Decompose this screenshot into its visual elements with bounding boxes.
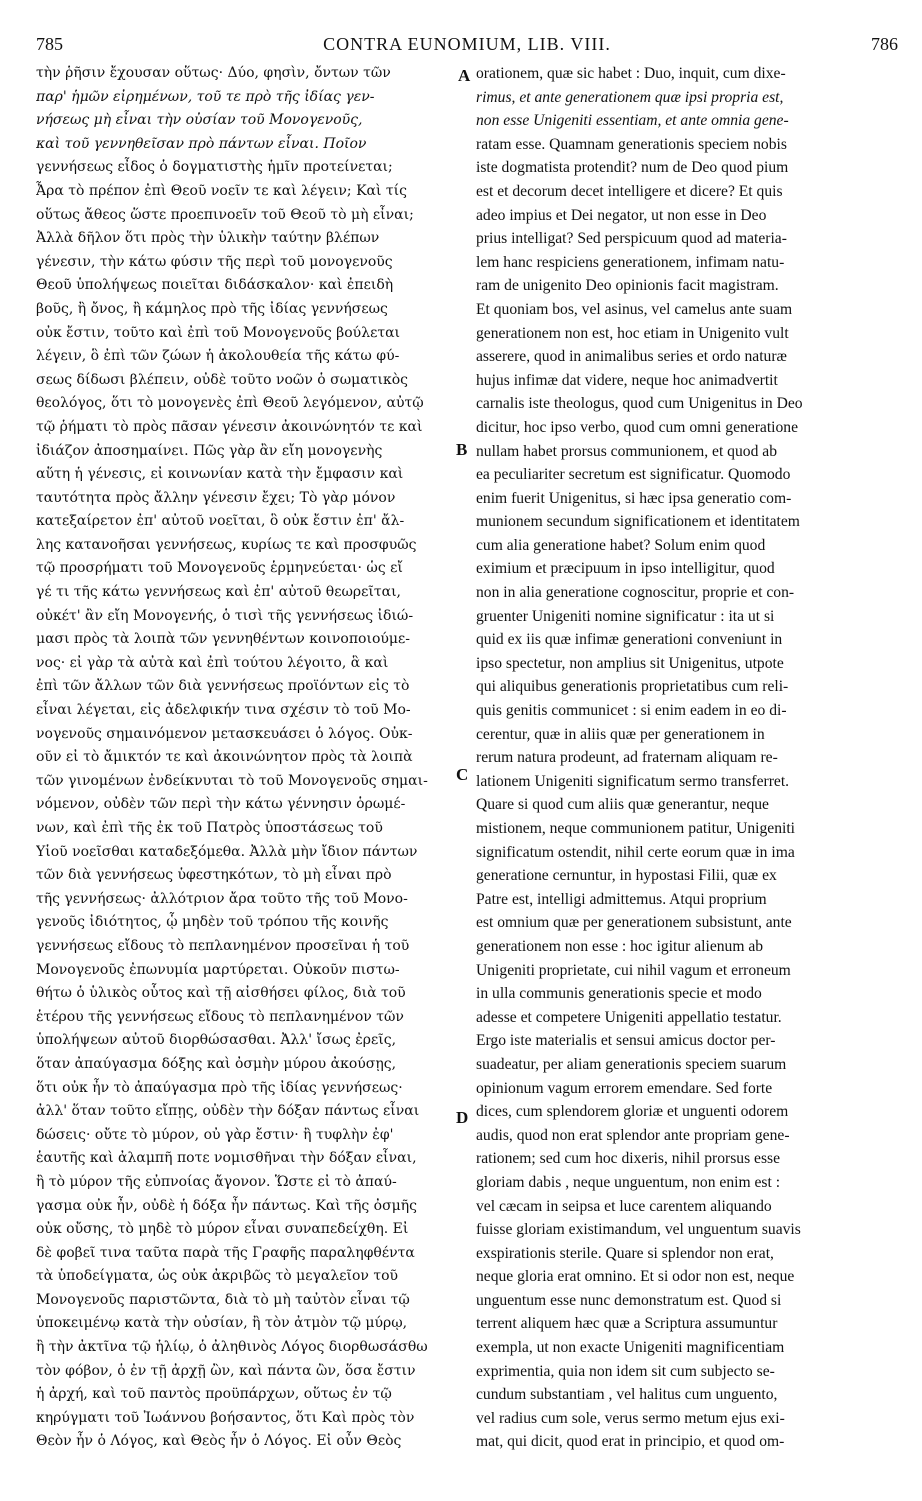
text-line: prius intelligat? Sed perspicuum quod ad materia- [476, 230, 787, 248]
text-line: ὑποκειμένῳ κατὰ τὴν οὐσίαν, ἢ τὸν ἀτμὸν τῷ μύρῳ, [36, 1315, 408, 1332]
text-line: quid ex iis quæ infimæ generationi conveniunt in [476, 631, 783, 649]
text-line: ὑπολήψεων αὐτοῦ διορθώσασθαι. Ἀλλ' ἴσως ἐρεῖς, [36, 1032, 397, 1049]
text-line: exspirationis sterile. Quare si splendor non erat, [476, 1244, 774, 1262]
greek-text-column [36, 62, 459, 1454]
text-line: Quare si quod cum aliis quæ generantur, neque [476, 796, 769, 814]
section-marker-b: B [456, 440, 468, 459]
text-line: fuisse gloriam existimandum, vel unguentum suavis [476, 1221, 801, 1239]
text-line: ram de unigenito Deo opinionis facit magistram. [476, 277, 779, 295]
text-line: lationem Unigeniti significatum sermo transferret. [476, 772, 790, 790]
text-line: εἶναι λέγεται, εἰς ἀδελφικήν τινα σχέσιν τὸ τοῦ Μο- [36, 702, 411, 719]
text-line: vel radius cum sole, verus sermo metum ejus exi- [476, 1409, 785, 1427]
text-line: θήτω ὁ ὑλικὸς οὗτος καὶ τῇ αἰσθήσει φίλος, διὰ τοῦ [36, 985, 406, 1002]
text-line: qui aliquibus generationis proprietatibus cum reli- [476, 678, 789, 696]
text-line: Patre est, intelligi admittemus. Atqui proprium [476, 890, 767, 908]
text-line: orationem, quæ sic habet : Duo, inquit, cum dixe- [476, 65, 786, 82]
text-line: βοῦς, ἢ ὄνος, ἢ κάμηλος πρὸ τῆς ἰδίας γεννήσεως [36, 300, 388, 317]
text-line: ἡ ἀρχή, καὶ τοῦ παντὸς προϋπάρχων, οὕτως ἐν τῷ [36, 1386, 392, 1403]
text-line: est et decorum decet intelligere et dicere? Et quis [476, 182, 783, 200]
text-line: Unigeniti proprietate, cui nihil vagum et erroneum [476, 961, 791, 979]
text-line: neque gloria erat omnino. Et si odor non est, neque [476, 1268, 795, 1286]
text-line: ἰδιάζον ἀποσημαίνει. Πῶς γὰρ ἂν εἴη μονογενὴς [36, 442, 383, 459]
page-number-left: 785 [36, 34, 63, 54]
text-line: mistionem, neque communionem patitur, Unigeniti [476, 820, 795, 837]
text-line: οὐκέτ' ἂν εἴη Μονογενής, ὁ τισὶ τῆς γεννήσεως ἰδιώ- [36, 607, 414, 624]
text-line: nullam habet prorsus communionem, et quod ab [476, 442, 777, 460]
text-line: hujus infimæ dat videre, neque hoc animadvertit [476, 371, 778, 389]
text-line: ἐπὶ τῶν ἄλλων τῶν διὰ γεννήσεως προϊόντων εἰς τὸ [36, 678, 410, 695]
text-line: non esse Unigeniti essentiam, et ante omnia gene- [476, 112, 789, 130]
text-line: τῆς γεννήσεως· ἀλλότριον ἄρα τοῦτο τῆς τοῦ Μονο- [36, 890, 408, 907]
text-line: θεολόγος, ὅτι τὸ μονογενὲς ἐπὶ Θεοῦ λεγόμενον, αὐτῷ [36, 395, 424, 412]
text-line: κηρύγματι τοῦ Ἰωάννου βοήσαντος, ὅτι Καὶ πρὸς τὸν [36, 1409, 415, 1426]
text-line: audis, quod non erat splendor ante propriam gene- [476, 1126, 790, 1144]
section-marker-a: A [458, 66, 471, 85]
text-line: cum alia generatione habet? Solum enim quod [476, 536, 766, 554]
text-line: γασμα οὐκ ἦν, οὐδὲ ἡ δόξα ἦν πάντως. Καὶ τῆς ὀσμῆς [36, 1197, 417, 1214]
text-line: carnalis iste theologus, quod cum Unigenitus in Deo [476, 395, 803, 413]
text-line: iste dogmatista protendit? num de Deo quod pium [476, 159, 789, 177]
text-line: dices, cum splendorem gloriæ et unguenti odorem [476, 1103, 789, 1121]
text-line: exempla, ut non exacte Unigeniti magnificentiam [476, 1339, 785, 1357]
text-line: cundum substantiam , vel halitus cum unguento, [476, 1386, 778, 1404]
text-line: gloriam dabis , neque unguentum, non enim est : [476, 1173, 781, 1191]
text-line: νος· εἰ γὰρ τὰ αὐτὰ καὶ ἐπὶ τούτου λέγοιτο, ἃ καὶ [36, 654, 389, 671]
text-line: non in alia generatione cognoscitur, proprie et con- [476, 584, 795, 602]
text-line: rerum natura prodeunt, ad fraternam aliquam re- [476, 749, 778, 767]
text-line: generatione cernuntur, in hypostasi Filii, quæ ex [476, 867, 777, 885]
text-line: ea peculiariter secretum est significatur. Quomodo [476, 466, 791, 484]
text-line: Μονογενοῦς ἐπωνυμία μαρτύρεται. Οὐκοῦν πιστω- [36, 961, 400, 978]
text-line: suadeatur, per aliam generationis speciem suarum [476, 1055, 787, 1073]
text-line: munionem secundum significationem et identitatem [476, 513, 800, 531]
page-number-right: 786 [871, 34, 898, 54]
text-line: τῷ προσρήματι τοῦ Μονογενοῦς ἑρμηνεύεται· ὡς εἴ [36, 560, 403, 577]
running-title: CONTRA EUNOMIUM, LIB. VIII. [323, 34, 611, 54]
text-line: Θεὸν ἦν ὁ Λόγος, καὶ Θεὸς ἦν ὁ Λόγος. Εἰ οὖν Θεὸς [36, 1433, 402, 1450]
text-line: νων, καὶ ἐπὶ τῆς ἐκ τοῦ Πατρὸς ὑποστάσεως τοῦ [36, 820, 383, 836]
text-line: λέγειν, ὃ ἐπὶ τῶν ζώων ἡ ἀκολουθεία τῆς κάτω φύ- [36, 348, 400, 365]
text-line: significatum ostendit, nihil certe eorum quæ in ima [476, 843, 795, 861]
text-line: μασι πρὸς τὰ λοιπὰ τῶν γεννηθέντων κοινοποιούμε- [36, 631, 410, 648]
text-line: ὅτι οὐκ ἦν τὸ ἀπαύγασμα πρὸ τῆς ἰδίας γεννήσεως· [36, 1079, 403, 1096]
text-line: Μονογενοῦς παριστῶντα, διὰ τὸ μὴ ταὐτὸν εἶναι τῷ [36, 1291, 410, 1308]
text-line: τῶν γινομένων ἐνδείκνυται τὸ τοῦ Μονογενοῦς σημαι- [36, 772, 428, 789]
text-line: rationem; sed cum hoc dixeris, nihil prorsus esse [476, 1150, 781, 1168]
latin-text-column [476, 62, 896, 1454]
text-line: σεως δίδωσι βλέπειν, οὐδὲ τοῦτο νοῶν ὁ σωματικὸς [36, 371, 408, 388]
text-line: eximium et præcipuum in ipso intelligitur, quod [476, 560, 775, 578]
text-line: Ἆρα τὸ πρέπον ἐπὶ Θεοῦ νοεῖν τε καὶ λέγειν; Καὶ τίς [36, 182, 407, 199]
text-line: ipso spectetur, non amplius sit Unigenitus, utpote [476, 654, 784, 672]
text-line: τῶν διὰ γεννήσεως ὑφεστηκότων, τὸ μὴ εἶναι πρὸ [36, 867, 392, 884]
text-line: adesse et competere Unigeniti appellatio testatur. [476, 1008, 782, 1026]
text-line: dicitur, hoc ipso verbo, quod cum omni generatione [476, 418, 799, 436]
text-line: οὐκ ἔστιν, τοῦτο καὶ ἐπὶ τοῦ Μονογενοῦς βούλεται [36, 324, 401, 341]
text-line: δώσεις· οὔτε τὸ μύρον, οὐ γὰρ ἔστιν· ἢ τυφλὴν ἐφ' [36, 1126, 394, 1143]
text-line: νογενοῦς σημαινόμενον μετασκευάσει ὁ λόγος. Οὐκ- [36, 725, 413, 742]
text-line: exprimentia, quia non idem sit cum subjecto se- [476, 1362, 775, 1380]
text-line: ἀλλ' ὅταν τοῦτο εἴπῃς, οὐδὲν τὴν δόξαν πάντως εἶναι [36, 1103, 420, 1120]
text-line: ἢ τὸ μύρον τῆς εὐπνοίας ἄγονον. Ὥστε εἰ τὸ ἀπαύ- [36, 1173, 397, 1190]
text-line: vel cæcam in seipsa et luce carentem aliquando [476, 1197, 772, 1215]
text-line: δὲ φοβεῖ τινα ταῦτα παρὰ τῆς Γραφῆς παραληφθέντα [36, 1244, 415, 1261]
text-line: παρ' ἡμῶν εἰρημένων, τοῦ τε πρὸ τῆς ἰδίας γεν- [36, 88, 375, 105]
text-line: lem hanc respiciens generationem, infimam natu- [476, 253, 785, 271]
text-line: ὅταν ἀπαύγασμα δόξης καὶ ὀσμὴν μύρου ἀκούσῃς, [36, 1055, 397, 1072]
text-line: τὰ ὑποδείγματα, ὡς οὐκ ἀκριβῶς τὸ μεγαλεῖον τοῦ [36, 1268, 399, 1285]
text-line: quis genitis communicet : si enim eadem in eo di- [476, 702, 787, 720]
text-line: τῷ ῥήματι τὸ πρὸς πᾶσαν γένεσιν ἀκοινώνητόν τε καὶ [36, 418, 423, 435]
text-line: κατεξαίρετον ἐπ' αὐτοῦ νοεῖται, ὃ οὐκ ἔστιν ἐπ' ἄλ- [36, 513, 405, 530]
text-line: mat, qui dicit, quod erat in principio, et quod om- [476, 1433, 785, 1451]
text-line: ἑτέρου τῆς γεννήσεως εἴδους τὸ πεπλανημένον τῶν [36, 1008, 404, 1025]
text-line: οὐκ οὔσης, τὸ μηδὲ τὸ μύρον εἶναι συναπεδείχθη. Εἰ [36, 1221, 409, 1238]
text-line: asserere, quod in animalibus series et ordo naturæ [476, 348, 787, 366]
text-line: unguentum esse nunc demonstratum est. Quod si [476, 1291, 782, 1309]
text-line: cerentur, quæ in aliis quæ per generationem in [476, 725, 765, 743]
text-line: est omnium quæ per generationem subsistunt, ante [476, 914, 792, 932]
text-line: γενοῦς ἰδιότητος, ᾧ μηδὲν τοῦ τρόπου τῆς κοινῆς [36, 914, 389, 931]
text-line: ταυτότητα πρὸς ἄλλην γένεσιν ἔχει; Τὸ γὰρ μόνον [36, 489, 396, 506]
text-line: generationem non est, hoc etiam in Unigenito vult [476, 324, 789, 342]
text-line: adeo impius et Dei negator, ut non esse in Deo [476, 206, 767, 224]
text-line: οῦν εἰ τὸ ἄμικτόν τε καὶ ἀκοινώνητον πρὸς τὰ λοιπὰ [36, 749, 413, 766]
text-line: Υἱοῦ νοεῖσθαι καταδεξόμεθα. Ἀλλὰ μὴν ἴδιον πάντων [36, 843, 418, 860]
text-line: καὶ τοῦ γεννηθεῖσαν πρὸ πάντων εἶναι. Ποῖον [36, 135, 367, 152]
text-line: ἢ τὴν ἀκτῖνα τῷ ἡλίῳ, ὁ ἀληθινὸς Λόγος διορθωσάσθω [36, 1339, 428, 1356]
text-line: in ulla communis generationis specie et modo [476, 985, 762, 1003]
text-line: terrent aliquem hæc quæ a Scriptura assumuntur [476, 1315, 778, 1333]
running-header [36, 34, 898, 62]
text-line: rimus, et ante generationem quæ ipsi propria est, [476, 88, 784, 106]
text-line: νόμενον, οὐδὲν τῶν περὶ τὴν κάτω γέννησιν ὁρωμέ- [36, 796, 406, 813]
section-marker-d: D [456, 1108, 469, 1127]
text-line: Θεοῦ ὑπολήψεως ποιεῖται διδάσκαλον· καὶ ἐπειδὴ [36, 277, 394, 294]
text-line: ἑαυτῆς καὶ ἀλαμπῆ ποτε νομισθῆναι τὴν δόξαν εἶναι, [36, 1150, 417, 1167]
text-line: οὕτως ἄθεος ὥστε προεπινοεῖν τοῦ Θεοῦ τὸ μὴ εἶναι; [36, 206, 414, 223]
text-line: γεννήσεως εἴδους τὸ πεπλανημένον προσεῖναι ἡ τοῦ [36, 937, 410, 954]
text-line: γέ τι τῆς κάτω γεννήσεως καὶ ἐπ' αὐτοῦ θεωρεῖται, [36, 584, 402, 601]
text-line: enim fuerit Unigenitus, si hæc ipsa generatio com- [476, 489, 792, 507]
text-line: λης κατανοῆσαι γεννήσεως, κυρίως τε καὶ προσφυῶς [36, 536, 417, 553]
text-line: τὴν ῥῆσιν ἔχουσαν οὕτως· Δύο, φησὶν, ὄντων τῶν [36, 65, 391, 81]
text-line: Ergo iste materialis et sensui amicus doctor per- [476, 1032, 776, 1050]
text-line: ratam esse. Quamnam generationis speciem nobis [476, 135, 787, 153]
section-marker-c: C [456, 765, 469, 784]
text-line: gruenter Unigeniti nomine significatur : ita ut si [476, 607, 775, 625]
text-line: opinionum vagum errorem emendare. Sed forte [476, 1079, 773, 1097]
text-line: generationem non esse : hoc igitur alienum ab [476, 937, 764, 955]
text-line: αὕτη ἡ γένεσις, εἰ κοινωνίαν κατὰ τὴν ἔμφασιν καὶ [36, 466, 404, 483]
text-line: νήσεως μὴ εἶναι τὴν οὐσίαν τοῦ Μονογενοῦς, [36, 112, 363, 129]
text-line: τὸν φόβον, ὁ ἐν τῇ ἀρχῇ ὢν, καὶ πάντα ὢν, ὅσα ἔστιν [36, 1362, 416, 1379]
text-line: Et quoniam bos, vel asinus, vel camelus ante suam [476, 300, 793, 318]
text-line: γένεσιν, τὴν κάτω φύσιν τῆς περὶ τοῦ μονογενοῦς [36, 253, 393, 270]
text-line: γεννήσεως εἶδος ὁ δογματιστὴς ἡμῖν προτείνεται; [36, 159, 393, 176]
text-line: Ἀλλὰ δῆλον ὅτι πρὸς τὴν ὑλικὴν ταύτην βλέπων [36, 230, 380, 247]
